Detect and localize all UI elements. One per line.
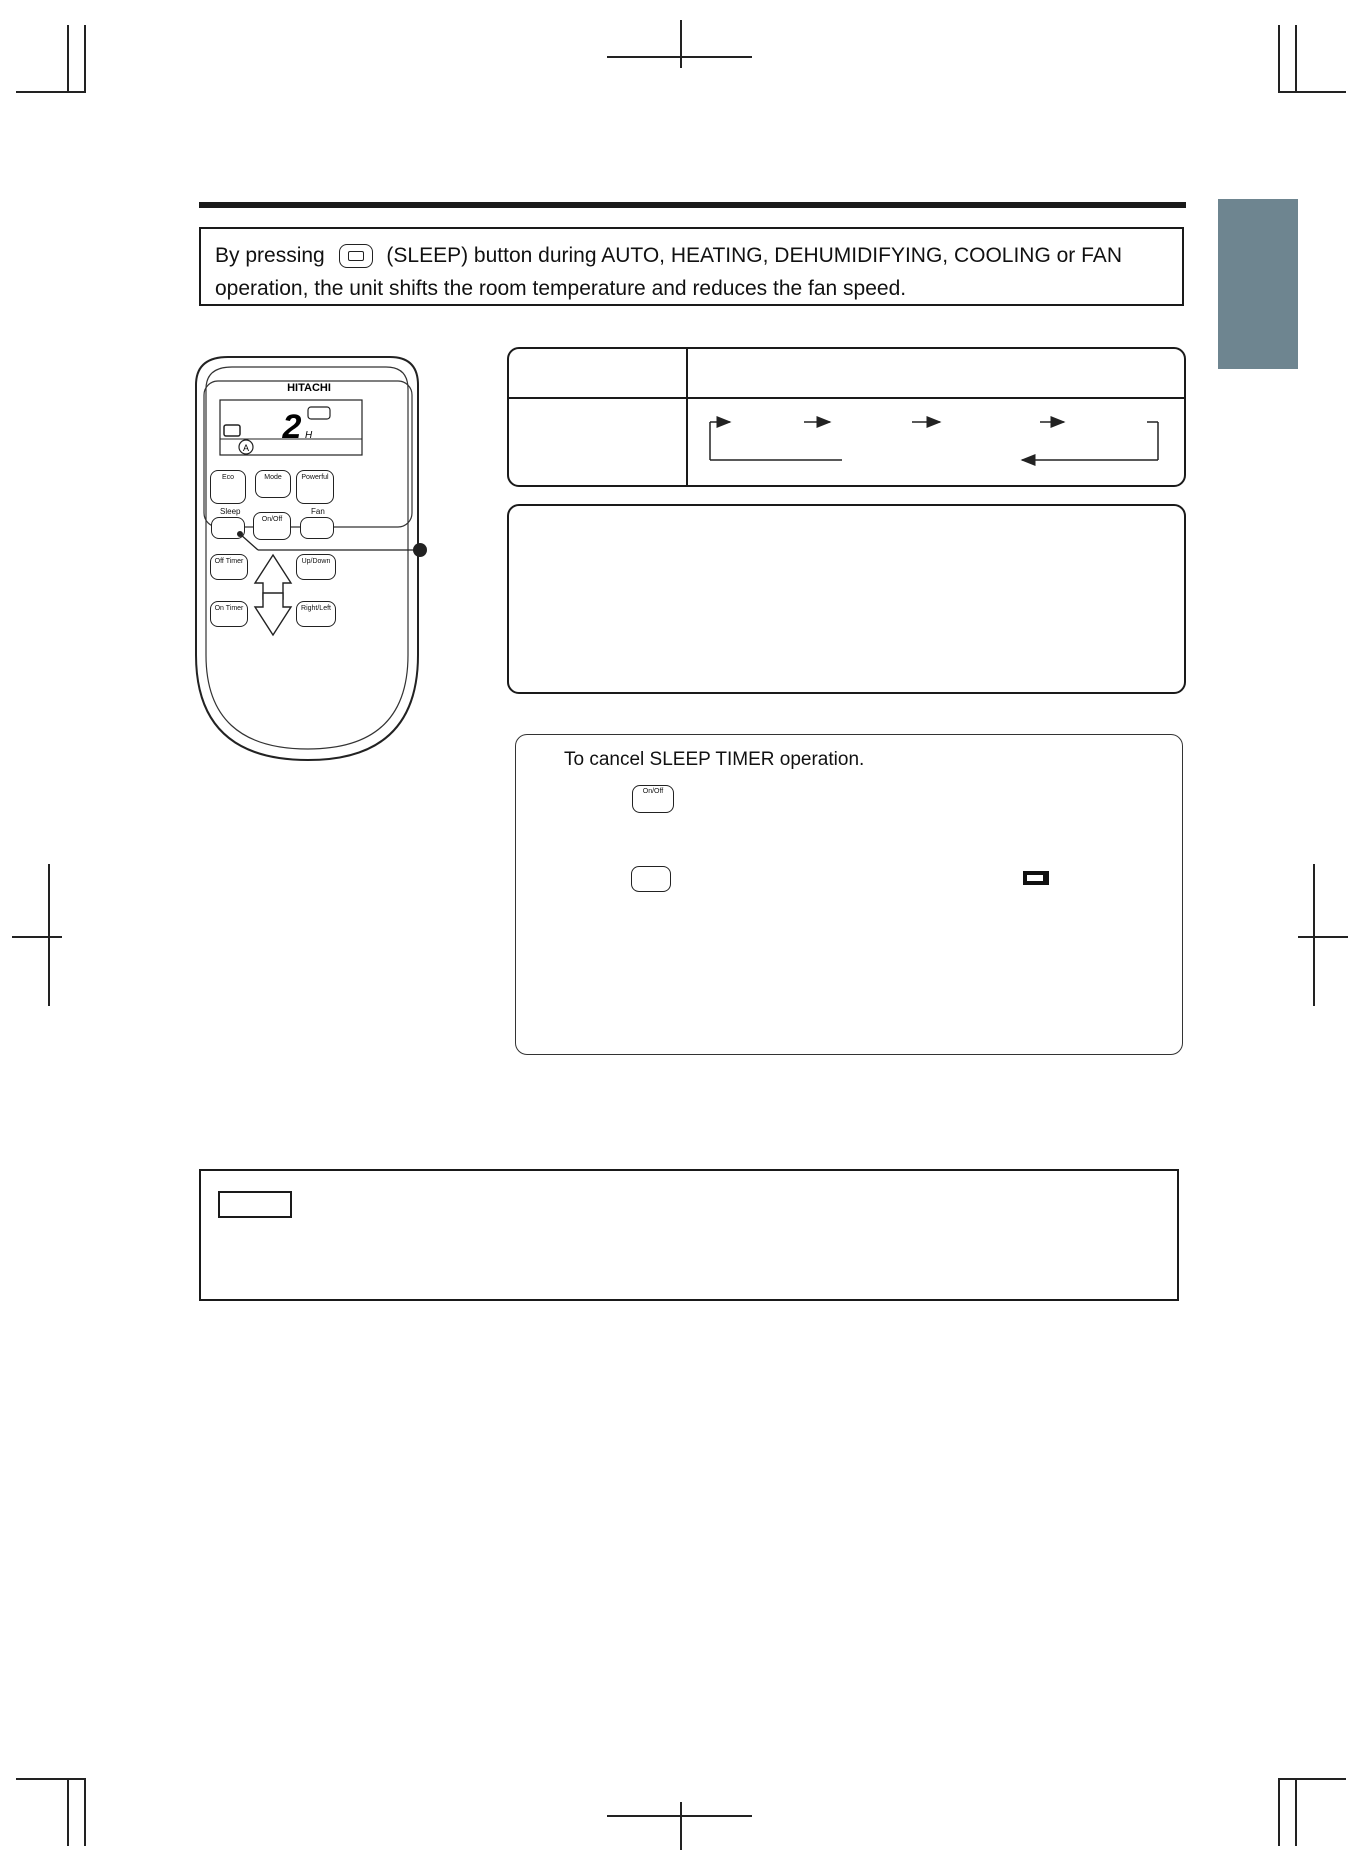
crop-mark: [48, 864, 50, 1006]
eco-button[interactable]: Eco: [210, 470, 246, 504]
crop-mark: [67, 25, 69, 93]
mode-button[interactable]: Mode: [255, 470, 291, 498]
fan-label: Fan: [311, 507, 325, 516]
off-timer-button[interactable]: Off Timer: [210, 554, 248, 580]
cancel-box: [515, 734, 1183, 1055]
powerful-button[interactable]: Powerful: [296, 470, 334, 504]
crop-mark: [16, 1778, 84, 1780]
table-divider-horizontal: [507, 397, 1186, 399]
sleep-button-icon: [631, 866, 671, 892]
crop-mark: [16, 91, 84, 93]
remote-brand: HITACHI: [287, 382, 331, 394]
sleep-button-icon: [339, 244, 373, 268]
crop-mark: [84, 25, 86, 93]
intro-box: [199, 227, 1184, 306]
chapter-tab: [1218, 199, 1298, 369]
crop-mark: [84, 1778, 86, 1846]
crop-mark: [1298, 936, 1348, 938]
onoff-button[interactable]: On/Off: [253, 512, 291, 540]
note-box: [199, 1169, 1179, 1301]
display-digit: 2: [282, 408, 302, 446]
temperature-arrows[interactable]: [253, 553, 293, 637]
crop-mark: [12, 936, 62, 938]
on-timer-button[interactable]: On Timer: [210, 601, 248, 627]
crop-mark: [1313, 864, 1315, 1006]
intro-text-start: By pressing: [215, 244, 325, 267]
note-tag: [218, 1191, 292, 1218]
onoff-button-icon: On/Off: [632, 785, 674, 813]
table-divider-vertical: [686, 347, 688, 487]
display-unit: H: [305, 430, 313, 441]
crop-mark: [1295, 1778, 1297, 1846]
info-box: [507, 504, 1186, 694]
crop-mark: [1278, 1778, 1346, 1780]
temp-down-icon[interactable]: [255, 593, 291, 635]
svg-text:A: A: [242, 443, 250, 453]
crop-mark: [1278, 1778, 1280, 1846]
sleep-display-icon: [1021, 867, 1051, 889]
crop-mark: [1278, 25, 1280, 93]
crop-mark: [1278, 91, 1346, 93]
section-rule: [199, 202, 1186, 208]
up-down-button[interactable]: Up/Down: [296, 554, 336, 580]
cancel-title: To cancel SLEEP TIMER operation.: [564, 749, 865, 770]
crop-mark: [680, 1802, 682, 1850]
crop-mark: [680, 20, 682, 68]
callout-leader: [230, 524, 430, 564]
crop-mark: [67, 1778, 69, 1846]
sleep-cycle-arrows: [700, 410, 1170, 470]
right-left-button[interactable]: Right/Left: [296, 601, 336, 627]
crop-mark: [1295, 25, 1297, 93]
sleep-label: Sleep: [220, 507, 241, 516]
intro-text-end: (SLEEP) button during AUTO, HEATING, DEHUMIDIFYING, COOLING or FAN operation, the unit shifts the room temperature and reduces the fan speed.: [215, 244, 1122, 300]
